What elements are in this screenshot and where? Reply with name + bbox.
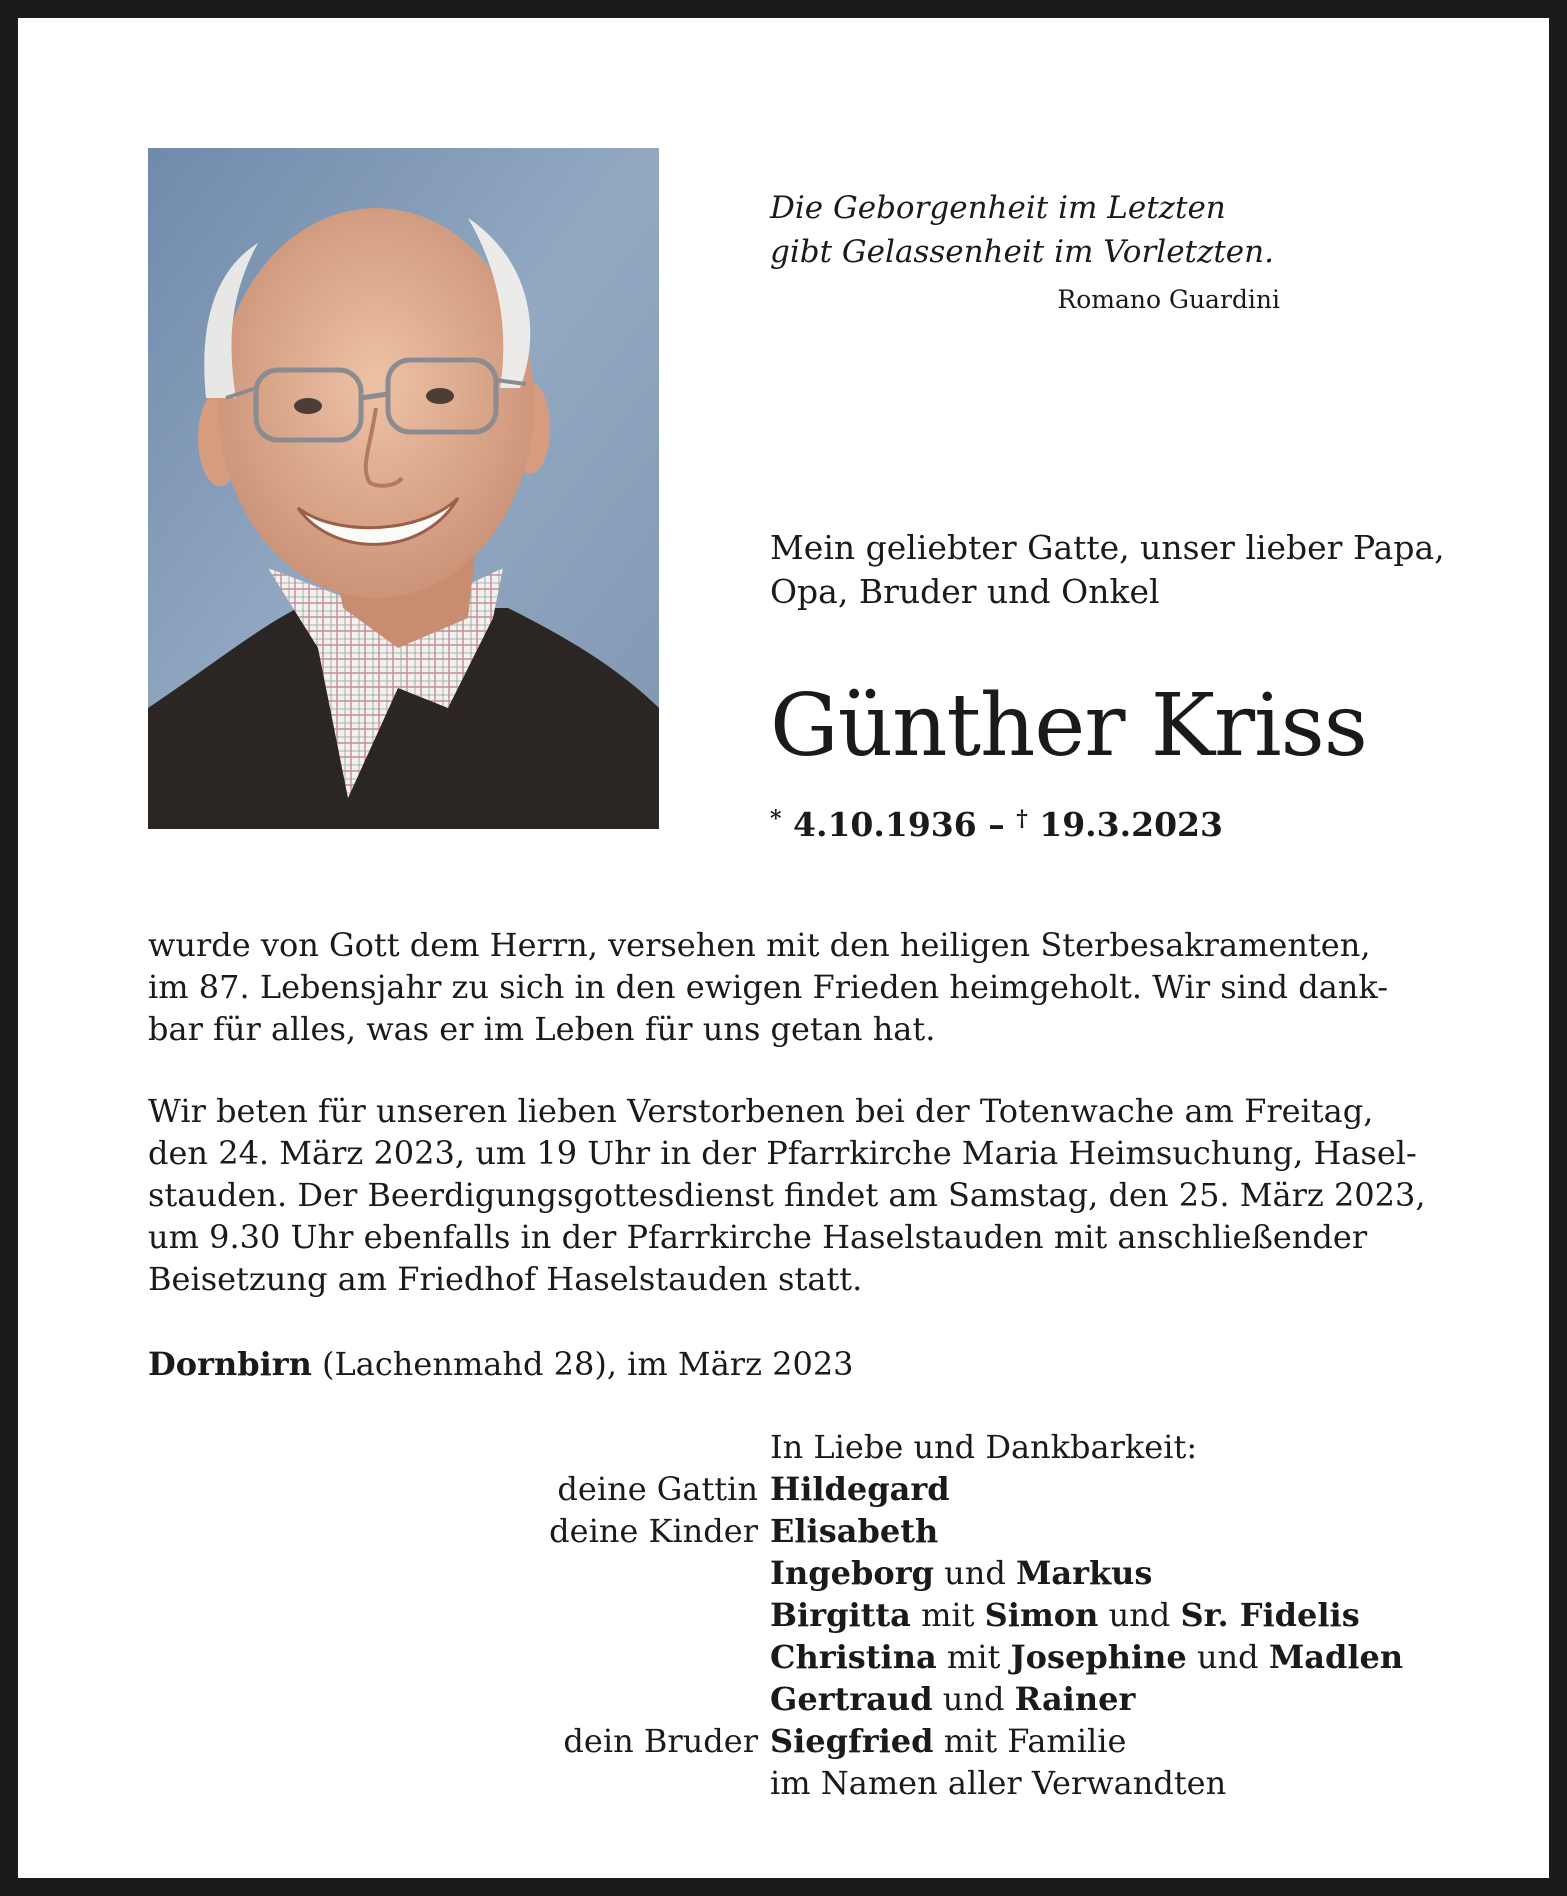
family-name: Ingeborg — [770, 1554, 934, 1592]
family-name: Rainer — [1014, 1680, 1136, 1718]
paragraph-1-line-2: im 87. Lebensjahr zu sich in den ewigen Frieden heimgeholt. Wir sind dank- — [148, 968, 1389, 1006]
signature-row-brother — [148, 1720, 1458, 1762]
quote — [770, 186, 1370, 274]
family-name: Madlen — [1268, 1638, 1404, 1676]
relation-label: dein Bruder — [563, 1722, 758, 1760]
paragraph-2-line-5: Beisetzung am Friedhof Haselstauden statt. — [148, 1260, 863, 1298]
paragraph-1-line-3: bar für alles, was er im Leben für uns getan hat. — [148, 1010, 936, 1048]
relation-label: deine Kinder — [549, 1512, 758, 1550]
family-name: Markus — [1015, 1554, 1153, 1592]
place-and-date — [148, 1343, 1148, 1385]
closing-phrase: In Liebe und Dankbarkeit: — [770, 1428, 1198, 1466]
connector: und — [1186, 1638, 1269, 1676]
paragraph-2-line-3: stauden. Der Beerdigungsgottesdienst findet am Samstag, den 25. März 2023, — [148, 1176, 1426, 1214]
deceased-name: Günther Kriss — [770, 676, 1367, 776]
signature-names — [770, 1552, 1470, 1594]
portrait-photo — [148, 148, 659, 829]
signature-row-child-5 — [148, 1678, 1458, 1720]
life-dates — [770, 797, 1490, 847]
birth-symbol: * — [770, 806, 782, 832]
family-name: Sr. Fidelis — [1180, 1596, 1360, 1634]
quote-line-2: gibt Gelassenheit im Vorletzten. — [770, 234, 1274, 270]
signature-names — [770, 1720, 1470, 1762]
family-name: Elisabeth — [770, 1512, 939, 1550]
family-name: Gertraud — [770, 1680, 933, 1718]
date-dash: – — [988, 805, 1005, 844]
paragraph-2-line-2: den 24. März 2023, um 19 Uhr in der Pfarrkirche Maria Heimsuchung, Hasel- — [148, 1134, 1417, 1172]
relation-label: deine Gattin — [557, 1470, 758, 1508]
signature-names — [770, 1594, 1470, 1636]
signature-names — [770, 1468, 1470, 1510]
signature-row-spouse — [148, 1468, 1458, 1510]
death-date: 19.3.2023 — [1039, 805, 1223, 844]
family-name: Siegfried — [770, 1722, 934, 1760]
quote-line-1: Die Geborgenheit im Letzten — [770, 190, 1226, 226]
intro-line-2: Opa, Bruder und Onkel — [770, 572, 1160, 611]
connector: und — [933, 1554, 1016, 1592]
place-city: Dornbirn — [148, 1345, 312, 1383]
family-name: Josephine — [1010, 1638, 1187, 1676]
quote-author: Romano Guardini — [1057, 285, 1280, 314]
paragraph-2-line-4: um 9.30 Uhr ebenfalls in der Pfarrkirche Haselstauden mit anschließender — [148, 1218, 1368, 1256]
signature-names — [770, 1510, 1470, 1552]
birth-date: 4.10.1936 — [793, 805, 977, 844]
signature-row-children — [148, 1510, 1458, 1552]
funeral-details-paragraph — [148, 1090, 1458, 1300]
signature-row-child-4 — [148, 1636, 1458, 1678]
family-name: Hildegard — [770, 1470, 950, 1508]
connector: mit Familie — [933, 1722, 1127, 1760]
death-symbol: † — [1016, 806, 1028, 832]
connector: und — [932, 1680, 1015, 1718]
announcement-paragraph — [148, 924, 1458, 1050]
intro-line-1: Mein geliebter Gatte, unser lieber Papa, — [770, 528, 1445, 567]
signature-names — [770, 1636, 1470, 1678]
signature-row-child-3 — [148, 1594, 1458, 1636]
signature-names — [770, 1678, 1470, 1720]
connector: mit — [910, 1596, 985, 1634]
paragraph-2-line-1: Wir beten für unseren lieben Verstorbenen bei der Totenwache am Freitag, — [148, 1092, 1374, 1130]
connector: und — [1098, 1596, 1181, 1634]
signature-row-child-2 — [148, 1552, 1458, 1594]
place-rest: (Lachenmahd 28), im März 2023 — [311, 1345, 854, 1383]
intro-text — [770, 526, 1490, 614]
portrait-illustration — [148, 148, 659, 829]
family-name: Christina — [770, 1638, 937, 1676]
family-name: Simon — [984, 1596, 1099, 1634]
paragraph-1-line-1: wurde von Gott dem Herrn, versehen mit den heiligen Sterbesakramenten, — [148, 926, 1371, 964]
family-name: Birgitta — [770, 1596, 911, 1634]
signature-names: im Namen aller Verwandten — [770, 1764, 1227, 1802]
connector: mit — [936, 1638, 1011, 1676]
signature-row-relatives — [148, 1762, 1458, 1804]
